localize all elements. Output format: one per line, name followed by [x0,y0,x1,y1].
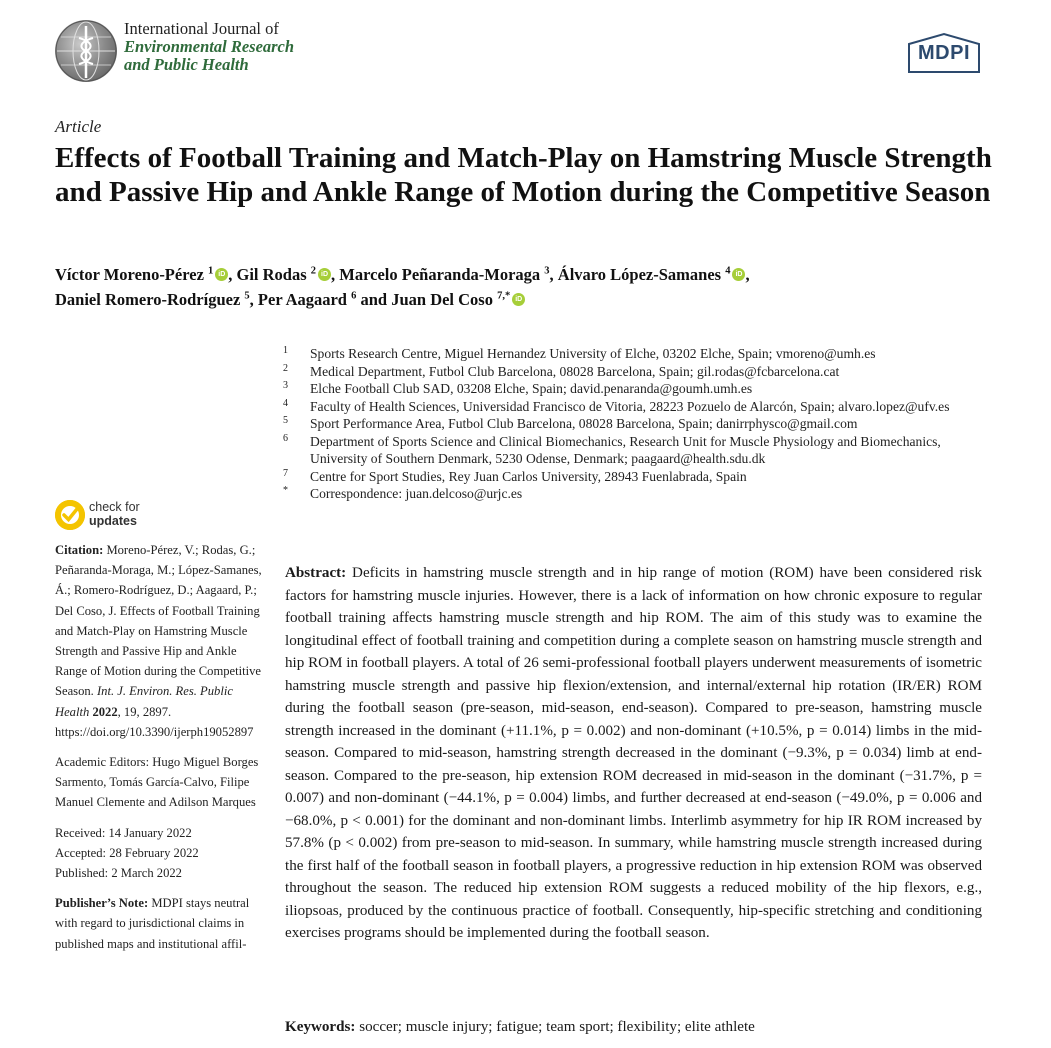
author-name[interactable]: Daniel Romero-Rodríguez [55,290,241,309]
citation-block [55,540,265,742]
check-updates-icon [55,500,85,530]
abstract [285,562,982,945]
affiliation-item [283,345,983,363]
affiliation-number: 4 [283,397,288,409]
keywords [285,1019,982,1036]
keywords-label: Keywords: [285,1019,356,1035]
publisher-name: MDPI [918,42,970,64]
journal-name [124,20,294,74]
published-date: Published: 2 March 2022 [55,866,182,881]
citation-volume-doi[interactable]: , 19, 2897. https://doi.org/10.3390/ijerph19052897 [55,704,254,739]
affiliation-text: Centre for Sport Studies, Rey Juan Carlos University, 28943 Fuenlabrada, Spain [310,468,747,484]
academic-editors: Academic Editors: Hugo Miguel Borges Sarmento, Tomás García-Calvo, Filipe Manuel Clemente and Adilson Marques [55,755,259,810]
affiliation-text: Medical Department, Futbol Club Barcelona, 08028 Barcelona, Spain; gil.rodas@fcbarcelona.cat [310,363,840,379]
affiliation-number: 1 [283,345,288,356]
author-separator: , [331,265,340,284]
author-affiliation-number: 2 [310,265,317,277]
journal-line-1: International Journal of [124,19,279,38]
received-date: Received: 14 January 2022 [55,825,192,840]
updates-label: updates [89,514,137,528]
author-affiliation-number: 3 [544,265,550,277]
orcid-icon[interactable]: iD [732,268,745,281]
affiliation-number: 6 [283,432,288,444]
orcid-icon[interactable]: iD [512,293,525,306]
journal-line-3: and Public Health [124,55,249,74]
affiliation-number: * [283,485,288,496]
author-name[interactable]: Juan Del Coso [391,290,493,309]
author-name[interactable]: Marcelo Peñaranda-Moraga [339,265,541,284]
orcid-icon[interactable]: iD [318,268,331,281]
affiliation-item [283,468,983,486]
affiliation-text: Sport Performance Area, Futbol Club Barcelona, 08028 Barcelona, Spain; danirrphysco@gmail.com [310,416,858,431]
article-type: Article [55,117,102,136]
author-name[interactable]: Álvaro López-Samanes [557,265,722,284]
author-separator: , [249,290,258,309]
author-name[interactable]: Per Aagaard [257,290,347,309]
check-for-updates-button[interactable] [55,500,195,532]
publisher-note-text: MDPI stays neutral with regard to jurisdictional claims in published maps and institutional affil- [55,896,250,951]
citation-journal: Int. J. Environ. Res. Public Health [55,684,233,719]
author-affiliation-number: 5 [244,290,250,302]
author-affiliation-number: 6 [351,290,357,302]
journal-logo [55,20,117,82]
author-separator: , [228,265,237,284]
affiliation-item [283,415,983,433]
author-name[interactable]: Gil Rodas [236,265,307,284]
dates-block [55,823,265,884]
affiliation-number: 3 [283,380,288,391]
affiliation-text: Elche Football Club SAD, 03208 Elche, Spain; david.penaranda@goumh.umh.es [310,381,753,396]
author-separator: , [549,265,558,284]
check-for-label: check for [89,500,140,514]
affiliations [283,345,983,503]
affiliation-item [283,363,983,381]
sidebar [55,540,265,964]
affiliation-text: Sports Research Centre, Miguel Hernandez University of Elche, 03202 Elche, Spain; vmoreno@umh.es [310,346,876,361]
abstract-label: Abstract: [285,565,347,581]
affiliation-item [283,485,983,503]
author-separator: , [745,265,750,284]
author-name[interactable]: Víctor Moreno-Pérez [55,265,204,284]
accepted-date: Accepted: 28 February 2022 [55,845,199,860]
author-affiliation-number: 7,* [497,290,511,302]
affiliation-number: 7 [283,467,288,479]
citation-text: Moreno-Pérez, V.; Rodas, G.; Peñaranda-Moraga, M.; López-Samanes, Á.; Romero-Rodríguez, D.; Aagaard, P.; Del Coso, J. Effects of Football Training and Match-Play on Hamstring Muscle Strength and Passive Hip and Ankle Range of Motion during the Competitive Season. [55,543,262,699]
author-list [55,262,1015,312]
article-title: Effects of Football Training and Match-Play on Hamstring Muscle Strength and Passive Hip and Ankle Range of Motion during the Competitive Season [55,142,992,208]
globe-caduceus-icon [55,20,117,82]
affiliation-text: Correspondence: juan.delcoso@urjc.es [310,486,523,501]
affiliation-text: Faculty of Health Sciences, Universidad Francisco de Vitoria, 28223 Pozuelo de Alarcón, Spain; alvaro.lopez@ufv.es [310,398,950,414]
citation-year: 2022 [92,704,118,719]
author-affiliation-number: 4 [725,265,731,277]
keywords-text: soccer; muscle injury; fatigue; team sport; flexibility; elite athlete [359,1019,755,1035]
affiliation-item [283,433,983,468]
publisher-note [55,893,265,954]
publisher-note-label: Publisher’s Note: [55,896,149,911]
journal-line-2: Environmental Research [124,37,295,56]
affiliation-number: 2 [283,362,288,374]
orcid-icon[interactable]: iD [215,268,228,281]
author-affiliation-number: 1 [208,265,214,277]
affiliation-text: Department of Sports Science and Clinical Biomechanics, Research Unit for Muscle Physiology and Biomechanics, University of Southern Denmark, 5230 Odense, Denmark; paagaard@health.sdu.dk [310,433,941,466]
author-separator: and [356,290,392,309]
affiliation-item [283,380,983,398]
affiliation-number: 5 [283,415,288,426]
affiliation-item [283,398,983,416]
citation-label: Citation: [55,543,104,557]
abstract-text: Deficits in hamstring muscle strength and in hip range of motion (ROM) have been considered risk factors for hamstring muscle injuries. However, there is a lack of information on how chronic exposure to regular football training affects hamstring muscle strength and hip ROM. The aim of this study was to examine the longitudinal effect of football training and competition during a complete season on hamstring muscle strength and hip ROM in football players. A total of 26 semi-professional football players underwent measurements of isometric hamstring muscle strength and passive hip flexion/extension, and internal/external hip rotation (IR/ER) ROM during the football season (pre-season, mid-season, end-season). Compared to pre-season, hamstring muscle strength increased in the dominant (+11.1%, p = 0.002) and non-dominant (+10.5%, p = 0.014) limbs in the mid-season. Compared to mid-season, hamstring strength decreased in the dominant (−9.3%, p = 0.034) limb at end-season. Compared to the pre-season, hip extension ROM decreased in mid-season in the dominant (−31.7%, p = 0.007) and non-dominant (−44.1%, p = 0.004) limbs, and further decreased at end-season (−49.0%, p = 0.006 and −68.0%, p < 0.001) for the dominant and non-dominant limbs. Interlimb asymmetry for hip IR ROM increased by 57.8% (p < 0.002) from pre-season to mid-season. In summary, while hamstring muscle strength increased during the first half of the football season in football players, a progressive reduction in hip extension ROM was observed throughout the season. The reduced hip extension ROM suggests a reduced mobility of the hip flexors, e.g., iliopsoas, produced by the continuous practice of football. Consequently, hip-specific stretching and conditioning exercises programs should be implemented during the football season. [285,565,982,941]
